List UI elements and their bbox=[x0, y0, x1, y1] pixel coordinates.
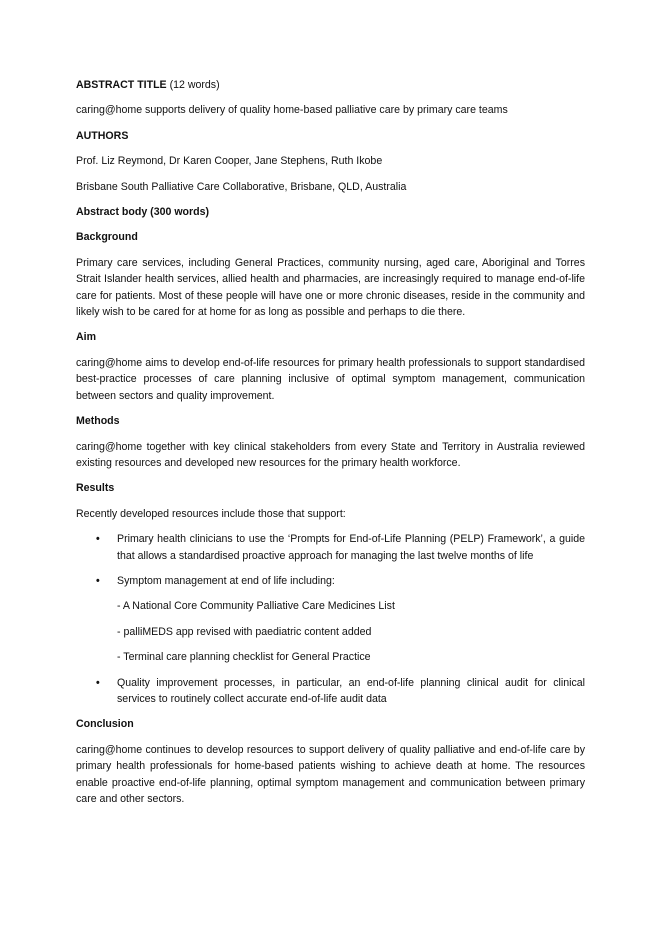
sub-item-care-planning-checklist: - Terminal care planning checklist for General Practice bbox=[117, 651, 371, 664]
results-heading: Results bbox=[76, 482, 115, 495]
methods-heading: Methods bbox=[76, 415, 120, 428]
results-bullet-pelp: • Primary health clinicians to use the ‘Prompts for End-of-Life Planning (PELP) Framework’, a guide that allows a standardised proactive approach for managing the last twelve months of life bbox=[117, 531, 585, 564]
abstract-document bbox=[76, 77, 585, 816]
results-bullet-quality-improvement: • Quality improvement processes, in particular, an end-of-life planning clinical audit for clinical services to routinely collect accurate end-of-life audit data bbox=[117, 675, 585, 708]
abstract-title-heading bbox=[76, 77, 585, 93]
sub-item-medicines-list: - A National Core Community Palliative Care Medicines List bbox=[117, 600, 395, 613]
conclusion-paragraph: caring@home continues to develop resources to support delivery of quality palliative and end-of-life care by primary health professionals for home-based patients wishing to achieve death at home. The resources enable proactive end-of-life planning, optimal symptom management and communication between primary care and other sectors. bbox=[76, 743, 585, 805]
results-bullet-symptom-text: • Symptom management at end of life including: bbox=[117, 574, 335, 587]
methods-paragraph: caring@home together with key clinical stakeholders from every State and Territory in Australia reviewed existing resources and developed new resources for the primary health workforce. bbox=[76, 440, 585, 469]
affiliation-text: Brisbane South Palliative Care Collaborative, Brisbane, QLD, Australia bbox=[76, 180, 407, 193]
abstract-title-text: caring@home supports delivery of quality home-based palliative care by primary care teams bbox=[76, 104, 508, 117]
results-bullet-symptom-management bbox=[117, 573, 585, 666]
abstract-body-heading: Abstract body (300 words) bbox=[76, 206, 210, 219]
sub-item-pallimeds-app: - palliMEDS app revised with paediatric content added bbox=[117, 625, 372, 638]
authors-heading: AUTHORS bbox=[76, 129, 129, 142]
abstract-title-word-count: (12 words) bbox=[169, 79, 220, 91]
conclusion-heading: Conclusion bbox=[76, 718, 134, 731]
aim-paragraph: caring@home aims to develop end-of-life resources for primary health professionals to support standardised best-practice processes of care planning inclusive of optimal symptom management, communication between sectors and quality improvement. bbox=[76, 356, 585, 402]
background-heading: Background bbox=[76, 231, 138, 244]
results-intro: Recently developed resources include those that support: bbox=[76, 507, 346, 520]
background-paragraph: Primary care services, including General Practices, community nursing, aged care, Aboriginal and Torres Strait Islander health services, allied health and pharmacies, are increasingly required to manage end-of-life care for patients. Most of these people will have one or more chronic diseases, reside in the community and likely wish to be cared for at home for as long as possible and perhaps to die there. bbox=[76, 256, 585, 319]
abstract-title-label: ABSTRACT TITLE bbox=[76, 79, 167, 91]
aim-heading: Aim bbox=[76, 331, 97, 344]
results-bullet-list bbox=[76, 531, 585, 707]
authors-text: Prof. Liz Reymond, Dr Karen Cooper, Jane Stephens, Ruth Ikobe bbox=[76, 155, 383, 168]
